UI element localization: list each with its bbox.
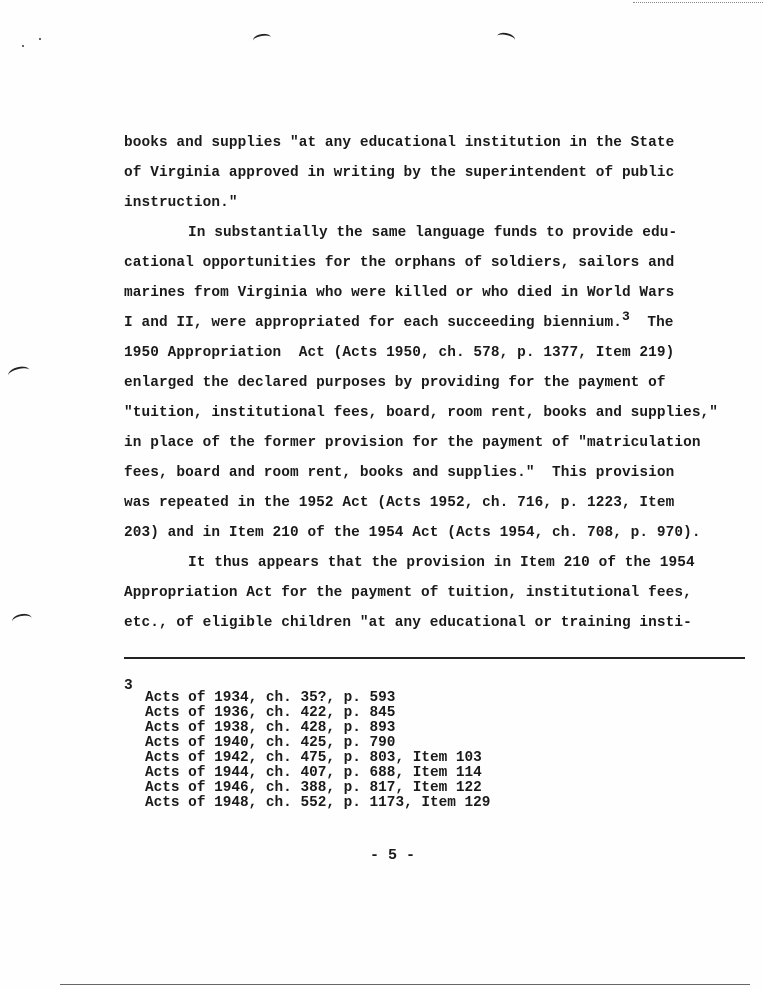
footnote-entry: Acts of 1942, ch. 475, p. 803, Item 103 [145,750,482,766]
scan-speck [22,45,24,47]
footnote-entry: Acts of 1934, ch. 35?, p. 593 [145,690,396,706]
body-line: in place of the former provision for the payment of "matriculation [124,435,701,451]
footnote-divider [124,657,745,659]
footnote-number: 3 [124,678,133,694]
body-line: I and II, were appropriated for each succeeding biennium.$^3$ The [124,309,674,331]
body-line: 1950 Appropriation Act (Acts 1950, ch. 578, p. 1377, Item 219) [124,345,675,361]
page-number: - 5 - [370,847,416,864]
footnote-reference: 3 [621,309,630,325]
body-line: Appropriation Act for the payment of tuition, institutional fees, [124,585,692,601]
body-line: fees, board and room rent, books and supplies." This provision [124,465,675,481]
body-line: of Virginia approved in writing by the superintendent of public [124,165,675,181]
body-line: marines from Virginia who were killed or who died in World Wars [124,285,675,301]
body-line: was repeated in the 1952 Act (Acts 1952, ch. 716, p. 1223, Item [124,495,675,511]
body-line: enlarged the declared purposes by providing for the payment of [124,375,666,391]
body-line: books and supplies "at any educational institution in the State [124,135,675,151]
body-line: It thus appears that the provision in Item 210 of the 1954 [188,555,695,571]
footnote-entry: Acts of 1940, ch. 425, p. 790 [145,735,396,751]
body-line: cational opportunities for the orphans of soldiers, sailors and [124,255,675,271]
scan-artifact-bottom-line [60,984,750,985]
body-line: In substantially the same language funds to provide edu- [188,225,678,241]
footnote-entry: Acts of 1938, ch. 428, p. 893 [145,720,396,736]
punch-mark [11,612,33,627]
body-line: etc., of eligible children "at any educational or training insti- [124,615,692,631]
body-line: 203) and in Item 210 of the 1954 Act (Acts 1954, ch. 708, p. 970). [124,525,701,541]
footnote-entry: Acts of 1946, ch. 388, p. 817, Item 122 [145,780,482,796]
scan-artifact-dotted-line [633,2,763,3]
footnote-entry: Acts of 1936, ch. 422, p. 845 [145,705,396,721]
punch-mark [7,365,31,382]
body-line: instruction." [124,195,238,211]
footnote-entry: Acts of 1944, ch. 407, p. 688, Item 114 [145,765,482,781]
punch-mark [252,33,271,46]
footnote-entry: Acts of 1948, ch. 552, p. 1173, Item 129 [145,795,491,811]
punch-mark [496,31,516,45]
scan-speck [39,38,41,40]
body-line: "tuition, institutional fees, board, room rent, books and supplies," [124,405,719,421]
